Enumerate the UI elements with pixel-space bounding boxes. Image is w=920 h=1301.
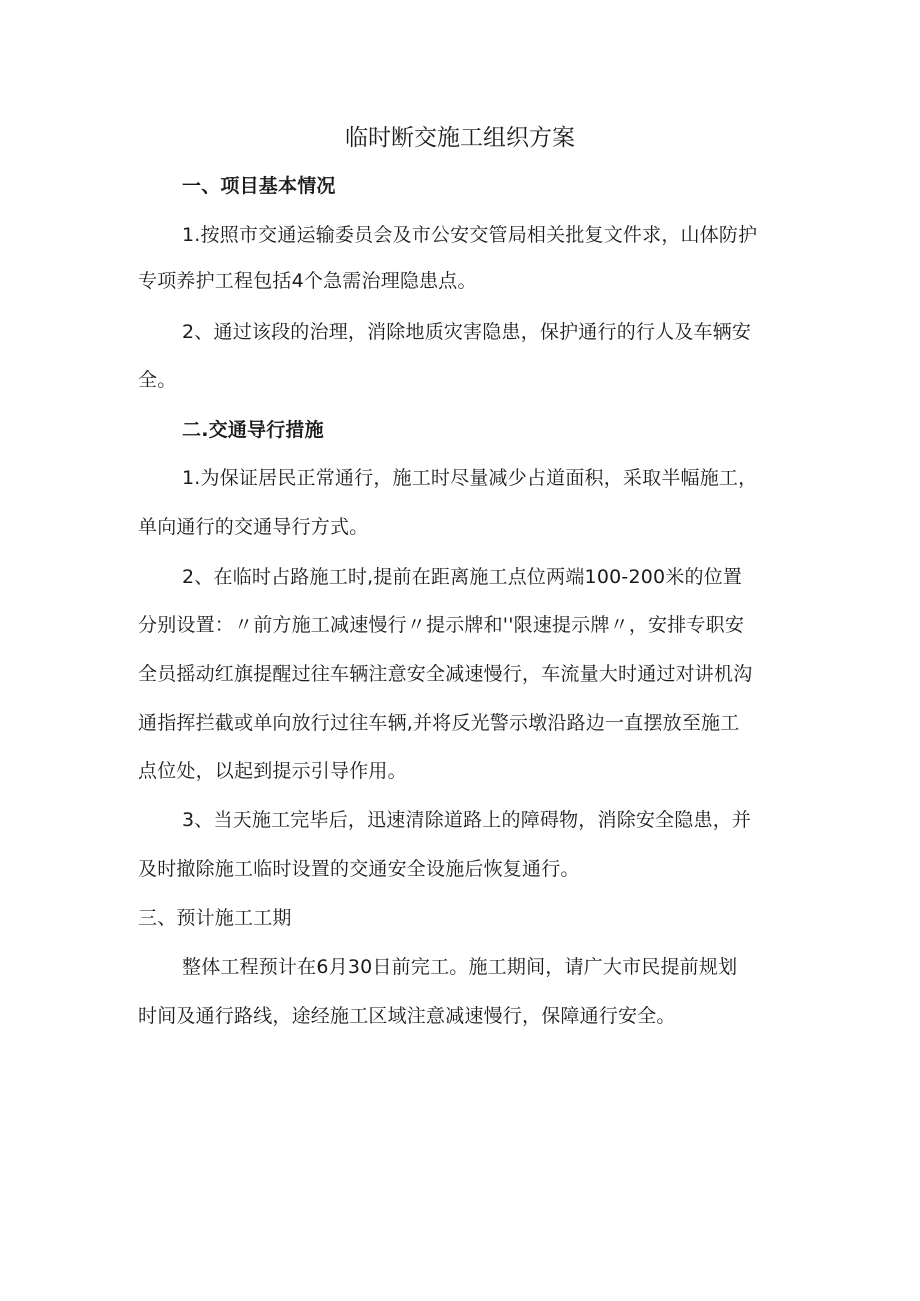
section-heading-schedule: 三、预计施工工期 [138, 907, 292, 929]
paragraph-line: 1.为保证居民正常通行，施工时尽量减少占道面积，采取半幅施工， [182, 467, 758, 489]
paragraph-line: 通指挥拦截或单向放行过往车辆,并将反光警示墩沿路边一直摆放至施工 [138, 712, 740, 734]
paragraph-line: 整体工程预计在6月30日前完工。施工期间，请广大市民提前规划 [182, 956, 738, 978]
paragraph-line: 2、通过该段的治理，消除地质灾害隐患，保护通行的行人及车辆安 [182, 321, 752, 343]
paragraph-line: 点位处，以起到提示引导作用。 [138, 760, 407, 782]
document-title: 临时断交施工组织方案 [345, 125, 575, 151]
paragraph-line: 2、在临时占路施工时,提前在距离施工点位两端100-200米的位置 [182, 566, 743, 588]
paragraph-line: 专项养护工程包括4个急需治理隐患点。 [138, 270, 477, 292]
paragraph-line: 全。 [138, 369, 177, 391]
paragraph-line: 全员摇动红旗提醒过往车辆注意安全减速慢行，车流量大时通过对讲机沟 [138, 663, 753, 685]
paragraph-line: 单向通行的交通导行方式。 [138, 516, 369, 538]
paragraph-line: 3、当天施工完毕后，迅速清除道路上的障碍物，消除安全隐患，并 [182, 809, 752, 831]
paragraph-line: 时间及通行路线，途经施工区域注意减速慢行，保障通行安全。 [138, 1005, 676, 1027]
paragraph-line: 及时撤除施工临时设置的交通安全设施后恢复通行。 [138, 858, 580, 880]
paragraph-line: 分别设置：〃前方施工减速慢行〃提示牌和''限速提示牌〃，安排专职安 [138, 614, 745, 636]
section-heading-traffic-measures: 二.交通导行措施 [182, 419, 324, 441]
paragraph-line: 1.按照市交通运输委员会及市公安交管局相关批复文件求，山体防护 [182, 224, 758, 246]
section-heading-basic-info: 一、项目基本情况 [182, 175, 336, 197]
